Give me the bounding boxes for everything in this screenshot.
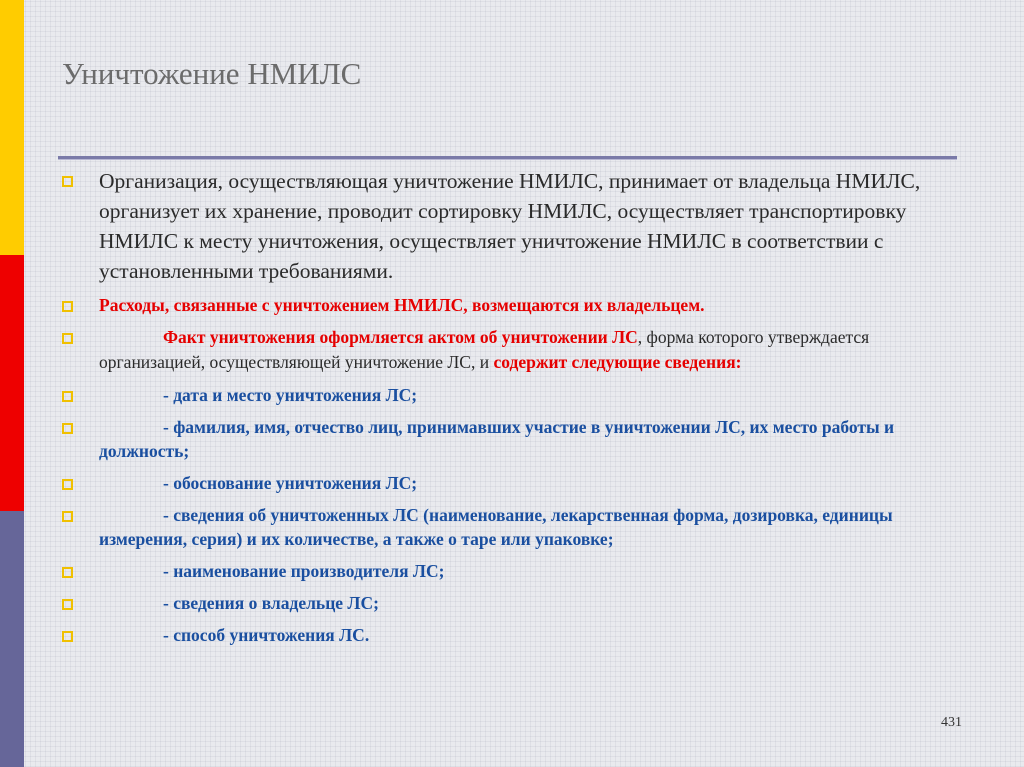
bullet-item-expenses xyxy=(62,293,962,317)
slide-title: Уничтожение НМИЛС xyxy=(62,56,362,91)
title-divider xyxy=(58,156,957,160)
bullet-text-red-lead: Факт уничтожения оформляется актом об уничтожении ЛС xyxy=(163,327,638,347)
left-bar-red-segment xyxy=(0,255,24,511)
left-bar-purple-segment xyxy=(0,511,24,767)
subitem-text: - дата и место уничтожения ЛС; xyxy=(163,385,418,405)
subitem-text: - обоснование уничтожения ЛС; xyxy=(163,473,418,493)
subitem-justification xyxy=(62,471,962,495)
hollow-square-bullet-icon xyxy=(62,479,73,490)
hollow-square-bullet-icon xyxy=(62,567,73,578)
subitem-text: - способ уничтожения ЛС. xyxy=(163,625,370,645)
subitem-text: - наименование производителя ЛС; xyxy=(163,561,445,581)
subitem-destroyed-drugs-info xyxy=(62,503,962,551)
bullet-item-destruction-act xyxy=(62,325,962,375)
bullet-item-organization xyxy=(62,166,962,286)
hollow-square-bullet-icon xyxy=(62,391,73,402)
subitem-method xyxy=(62,623,962,647)
bullet-text-body: , форма которого утверждается организацией, осуществляющей уничтожение ЛС, и xyxy=(99,327,870,372)
bullet-text-red-tail: содержит следующие сведения: xyxy=(493,352,742,372)
subitem-owner xyxy=(62,591,962,615)
hollow-square-bullet-icon xyxy=(62,301,73,312)
subitem-date-place xyxy=(62,383,962,407)
left-bar-yellow-segment xyxy=(0,0,24,255)
bullet-text: Расходы, связанные с уничтожением НМИЛС, возмещаются их владельцем. xyxy=(99,295,705,315)
subitem-text: - фамилия, имя, отчество лиц, принимавших участие в уничтожении ЛС, их место работы и должность; xyxy=(99,417,895,461)
subitem-text: - сведения о владельце ЛС; xyxy=(163,593,379,613)
page-number: 431 xyxy=(941,715,962,730)
slide-body xyxy=(62,166,962,655)
left-color-bar xyxy=(0,0,24,767)
bullet-text: Организация, осуществляющая уничтожение НМИЛС, принимает от владельца НМИЛС, организует их хранение, проводит сортировку НМИЛС, осуществляет транспортировку НМИЛС к месту уничтожения, осуществляет уничтожение НМИЛС в соответствии с установленными требованиями. xyxy=(99,169,921,283)
subitem-text: - сведения об уничтоженных ЛС (наименование, лекарственная форма, дозировка, единицы измерения, серия) и их количестве, а также о таре или упаковке; xyxy=(99,505,893,549)
hollow-square-bullet-icon xyxy=(62,176,73,187)
subitem-manufacturer xyxy=(62,559,962,583)
hollow-square-bullet-icon xyxy=(62,423,73,434)
hollow-square-bullet-icon xyxy=(62,511,73,522)
hollow-square-bullet-icon xyxy=(62,333,73,344)
hollow-square-bullet-icon xyxy=(62,599,73,610)
hollow-square-bullet-icon xyxy=(62,631,73,642)
subitem-participants xyxy=(62,415,962,463)
